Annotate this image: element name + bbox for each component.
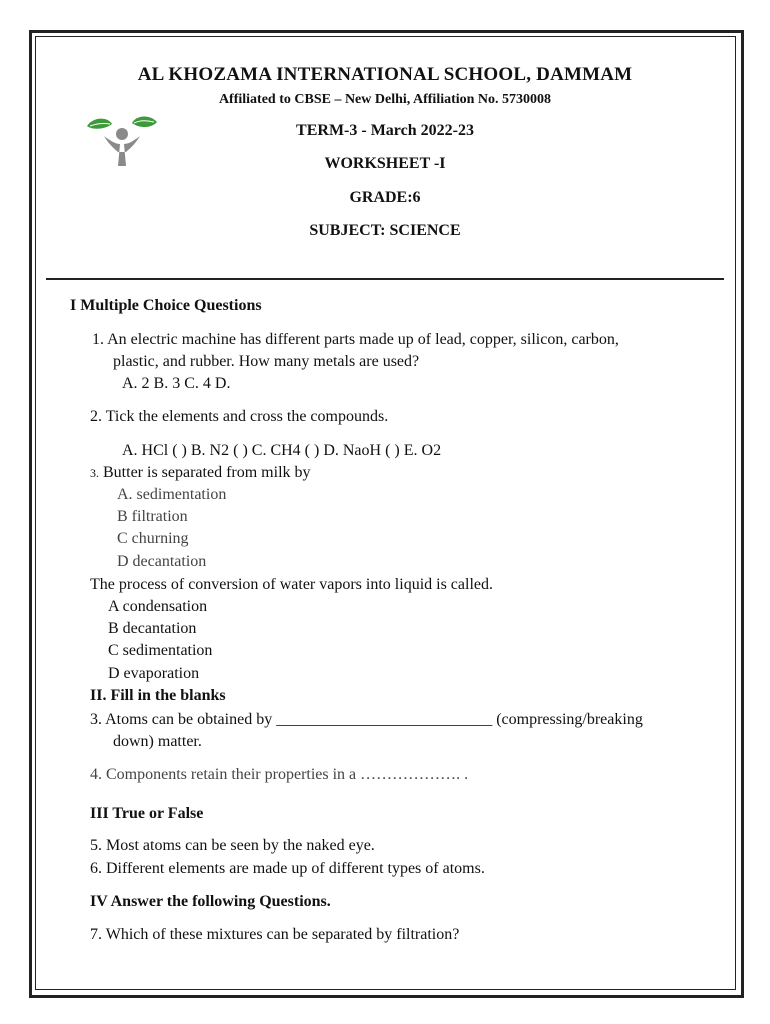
term-line: TERM-3 - March 2022-23 — [296, 122, 474, 139]
question-4-option-b: B decantation — [108, 620, 197, 637]
question-4: The process of conversion of water vapors into liquid is called. — [90, 576, 493, 593]
question-4-option-a: A condensation — [108, 598, 208, 615]
question-1-line-2: plastic, and rubber. How many metals are used? — [113, 353, 420, 370]
question-3-option-a: A. sedimentation — [117, 486, 227, 503]
subject-line: SUBJECT: SCIENCE — [309, 222, 461, 239]
true-false-6: 6. Different elements are made up of different types of atoms. — [90, 860, 485, 877]
fill-blank-3-line-1: 3. Atoms can be obtained by ___________________________ (compressing/breaking — [90, 711, 643, 728]
question-1-options: A. 2 B. 3 C. 4 D. — [122, 375, 231, 392]
grade-line: GRADE:6 — [349, 189, 421, 206]
header-divider — [46, 278, 724, 280]
question-3 — [90, 464, 311, 482]
question-3-option-d: D decantation — [117, 553, 207, 570]
question-1-line-1: 1. An electric machine has different parts made up of lead, copper, silicon, carbon, — [92, 331, 619, 348]
section-title-answer: IV Answer the following Questions. — [90, 893, 331, 910]
question-4-option-c: C sedimentation — [108, 642, 213, 659]
section-title-mcq: I Multiple Choice Questions — [70, 297, 262, 314]
question-3-option-b: B filtration — [117, 508, 188, 525]
question-2-options: A. HCl ( ) B. N2 ( ) C. CH4 ( ) D. NaoH ( ) E. O2 — [122, 442, 442, 459]
fill-blank-4: 4. Components retain their properties in a ………………. . — [90, 766, 469, 783]
true-false-5: 5. Most atoms can be seen by the naked eye. — [90, 837, 375, 854]
question-3-text: Butter is separated from milk by — [103, 464, 311, 481]
affiliation-line: Affiliated to CBSE – New Delhi, Affiliation No. 5730008 — [218, 92, 552, 107]
question-3-option-c: C churning — [117, 530, 189, 547]
question-3-number: 3. — [90, 466, 99, 480]
answer-question-7: 7. Which of these mixtures can be separated by filtration? — [90, 926, 460, 943]
section-title-fill-blanks: II. Fill in the blanks — [90, 687, 226, 704]
section-title-true-false: III True or False — [90, 805, 204, 822]
question-2: 2. Tick the elements and cross the compounds. — [90, 408, 389, 425]
school-name: AL KHOZAMA INTERNATIONAL SCHOOL, DAMMAM — [137, 64, 633, 85]
worksheet-line: WORKSHEET -I — [324, 155, 446, 172]
question-4-option-d: D evaporation — [108, 665, 200, 682]
fill-blank-3-line-2: down) matter. — [113, 733, 202, 750]
